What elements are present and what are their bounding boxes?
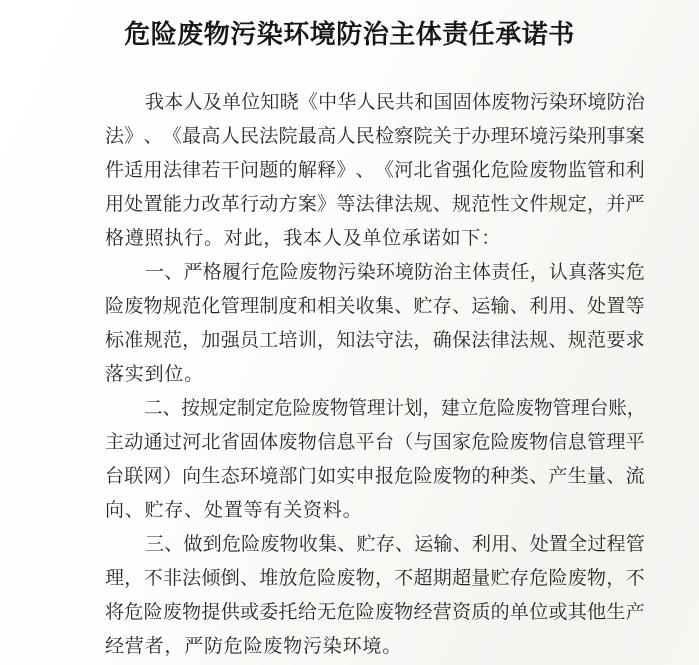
text-line: 法 》 、 《 最 高 人 民 法 院 最 高 人 民 检 察 院 关 于 办 理 环 境 污 染 刑 事 案 (105, 126, 645, 147)
text-line: 我 本 人 及 单 位 知 晓 《 中 华 人 民 共 和 国 固 体 废 物 污 染 环 境 防 治 (145, 92, 645, 113)
paragraph (105, 392, 645, 528)
text-line: 主 动 通 过 河 北 省 固 体 废 物 信 息 平 台 （ 与 国 家 危 险 废 物 信 息 管 理 平 (105, 432, 645, 453)
text-line: 台 联 网 ） 向 生 态 环 境 部 门 如 实 申 报 危 险 废 物 的 种 类 、 产 生 量 、 流 (105, 466, 645, 487)
text-line: 将 危 险 废 物 提 供 或 委 托 给 无 危 险 废 物 经 营 资 质 的 单 位 或 其 他 生 产 (105, 602, 645, 623)
text-line: 格遵照执行。对此，我本人及单位承诺如下： (105, 228, 502, 249)
paragraph (105, 86, 645, 256)
text-line: 落实到位。 (105, 364, 205, 385)
text-line: 三 、 做 到 危 险 废 物 收 集 、 贮 存 、 运 输 、 利 用 、 处 置 全 过 程 管 (145, 534, 645, 555)
document-title: 危险废物污染环境防治主体责任承诺书 (124, 20, 575, 49)
text-line: 件 适 用 法 律 若 干 问 题 的 解 释 》 、 《 河 北 省 强 化 危 险 废 物 监 管 和 利 (105, 160, 645, 181)
text-line: 向、贮存、处置等有关资料。 (105, 500, 363, 521)
text-line: 二 、 按 规 定 制 定 危 险 废 物 管 理 计 划 ， 建 立 危 险 废 物 管 理 台 账 ， (144, 398, 646, 419)
paragraph (105, 528, 645, 664)
paragraph (105, 256, 645, 392)
text-line: 标 准 规 范 ， 加 强 员 工 培 训 ， 知 法 守 法 ， 确 保 法 律 法 规 、 规 范 要 求 (105, 330, 645, 351)
text-line: 理 ， 不 非 法 倾 倒 、 堆 放 危 险 废 物 ， 不 超 期 超 量 贮 存 危 险 废 物 ， 不 (105, 568, 645, 589)
text-line: 用 处 置 能 力 改 革 行 动 方 案 》 等 法 律 法 规 、 规 范 性 文 件 规 定 ， 并 严 (105, 194, 645, 215)
document-body (105, 86, 645, 664)
text-line: 经营者，严防危险废物污染环境。 (105, 636, 403, 657)
text-line: 一 、 严 格 履 行 危 险 废 物 污 染 环 境 防 治 主 体 责 任 ， 认 真 落 实 危 (145, 262, 645, 283)
text-line: 险 废 物 规 范 化 管 理 制 度 和 相 关 收 集 、 贮 存 、 运 输 、 利 用 、 处 置 等 (105, 296, 645, 317)
